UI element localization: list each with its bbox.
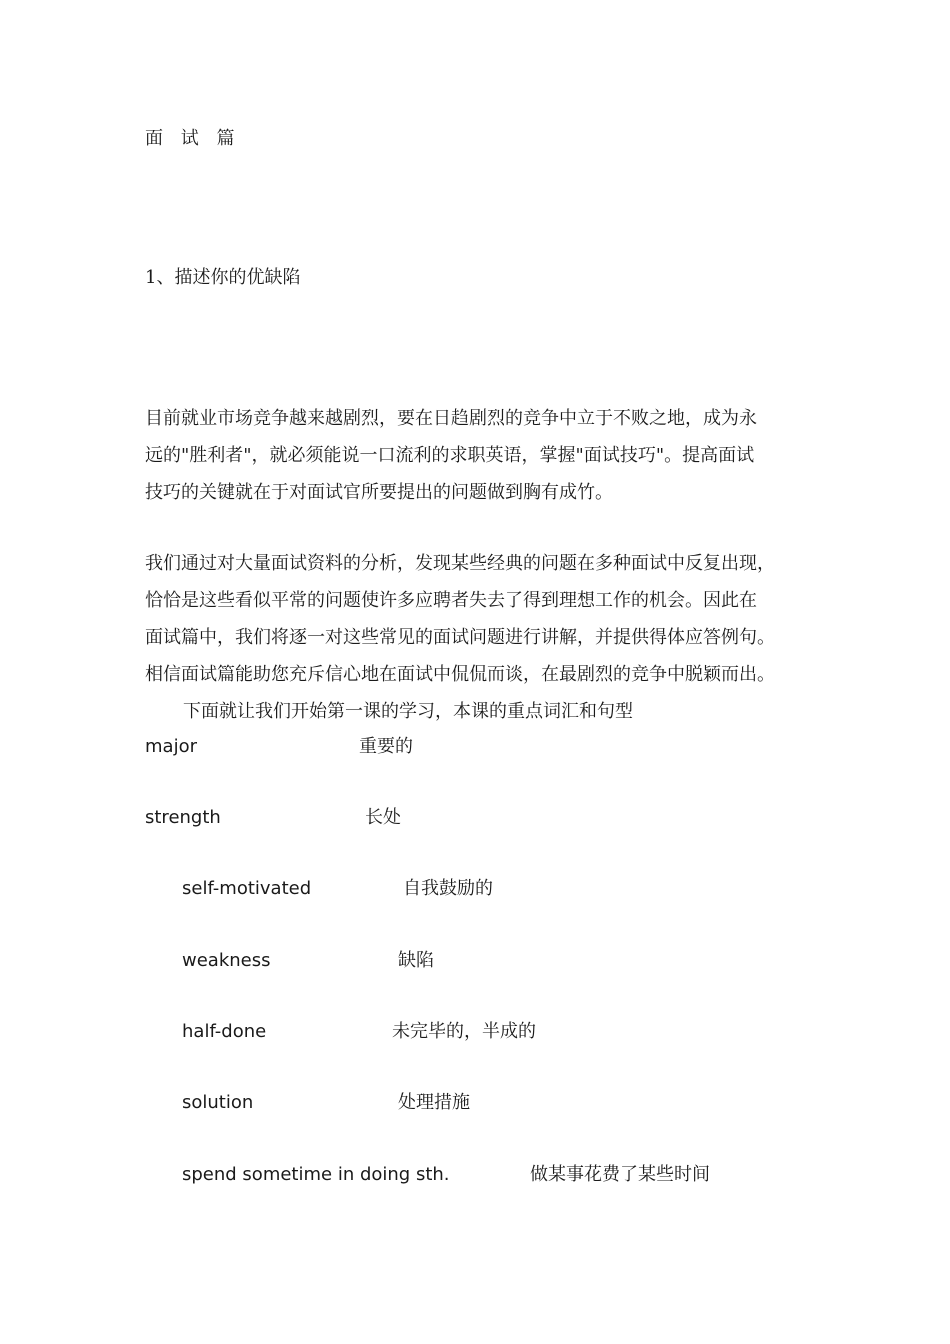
paragraph-line: 我们通过对大量面试资料的分析，发现某些经典的问题在多种面试中反复出现， [145,553,775,574]
paragraph-line: 恰恰是这些看似平常的问题使许多应聘者失去了得到理想工作的机会。因此在 [145,590,757,611]
vocab-meaning: 重要的 [359,736,413,757]
document-title: 面 试 篇 [145,128,241,149]
vocab-meaning: 长处 [365,807,401,828]
vocab-item [145,806,645,830]
vocab-term: solution [182,1092,254,1113]
vocab-meaning: 未完毕的，半成的 [392,1021,536,1042]
vocab-term: spend sometime in doing sth. [182,1164,450,1185]
section-heading: 1、描述你的优缺陷 [145,267,301,288]
vocab-term: major [145,736,197,757]
vocab-item [182,877,682,901]
vocab-item [182,1163,782,1187]
vocab-item [182,1091,682,1115]
vocab-meaning: 自我鼓励的 [403,878,493,899]
vocab-item [145,735,645,759]
paragraph-line: 目前就业市场竞争越来越剧烈，要在日趋剧烈的竞争中立于不败之地，成为永 [145,408,757,429]
vocab-term: strength [145,807,221,828]
vocab-item [182,949,682,973]
paragraph-line: 远的"胜利者"，就必须能说一口流利的求职英语，掌握"面试技巧"。提高面试 [145,445,755,466]
vocab-meaning: 做某事花费了某些时间 [530,1164,710,1185]
paragraph-line: 技巧的关键就在于对面试官所要提出的问题做到胸有成竹。 [145,482,613,503]
vocab-term: half-done [182,1021,267,1042]
paragraph-intro [145,400,825,511]
vocab-term: self-motivated [182,878,312,899]
vocab-item [182,1020,682,1044]
paragraph-line: 相信面试篇能助您充斥信心地在面试中侃侃而谈，在最剧烈的竞争中脱颖而出。 [145,664,775,685]
paragraph-analysis [145,545,825,730]
vocab-meaning: 处理措施 [398,1092,470,1113]
vocab-meaning: 缺陷 [398,950,434,971]
paragraph-line: 面试篇中，我们将逐一对这些常见的面试问题进行讲解，并提供得体应答例句。 [145,627,775,648]
intro-line: 下面就让我们开始第一课的学习，本课的重点词汇和句型 [183,701,633,722]
vocab-term: weakness [182,950,271,971]
